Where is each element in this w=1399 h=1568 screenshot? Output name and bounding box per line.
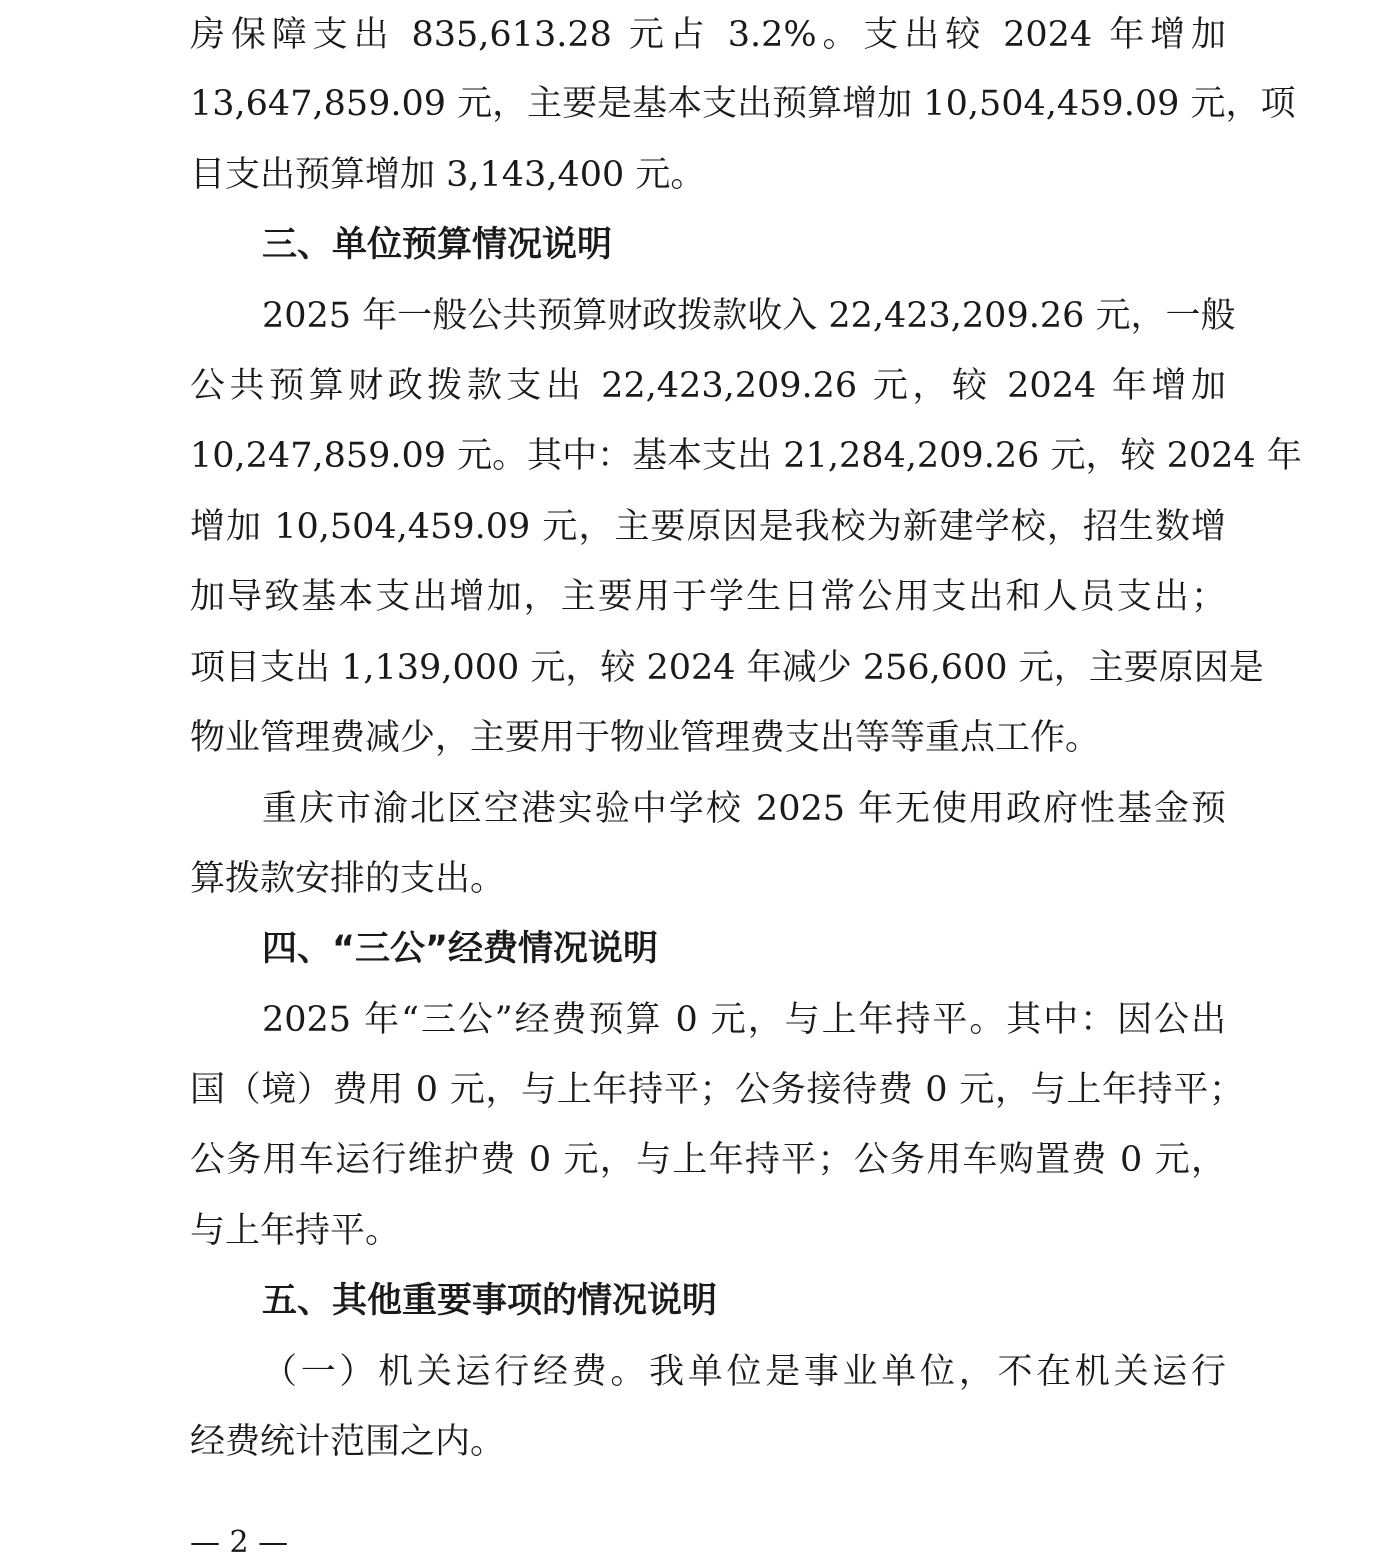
body-line: 算拨款安排的支出。: [190, 859, 506, 899]
body-line: 2025 年一般公共预算财政拨款收入 22,423,209.26 元，一般: [262, 296, 1236, 336]
body-line: 13,647,859.09 元，主要是基本支出预算增加 10,504,459.09 元，项: [190, 84, 1296, 124]
body-line: 物业管理费减少，主要用于物业管理费支出等等重点工作。: [190, 718, 1101, 758]
body-line: 项目支出 1,139,000 元，较 2024 年减少 256,600 元，主要原因是: [190, 648, 1264, 688]
body-line: 重庆市渝北区空港实验中学校 2025 年无使用政府性基金预: [262, 789, 1226, 829]
body-line: 增加 10,504,459.09 元，主要原因是我校为新建学校，招生数增: [190, 507, 1226, 547]
section-heading-4: 四、“三公”经费情况说明: [262, 929, 659, 969]
body-line: 目支出预算增加 3,143,400 元。: [190, 155, 706, 195]
body-line: 公务用车运行维护费 0 元，与上年持平；公务用车购置费 0 元，: [190, 1140, 1226, 1180]
body-line: 与上年持平。: [190, 1211, 401, 1251]
section-heading-3: 三、单位预算情况说明: [262, 225, 613, 265]
body-line: 加导致基本支出增加，主要用于学生日常公用支出和人员支出；: [190, 577, 1226, 617]
body-line: 经费统计范围之内。: [190, 1422, 506, 1462]
body-line: 10,247,859.09 元。其中：基本支出 21,284,209.26 元，较 2024 年: [190, 436, 1302, 476]
page-number: — 2 —: [190, 1525, 289, 1560]
body-line: （一）机关运行经费。我单位是事业单位，不在机关运行: [262, 1352, 1226, 1392]
body-line: 房保障支出 835,613.28 元占 3.2%。支出较 2024 年增加: [190, 15, 1226, 55]
body-line: 国（境）费用 0 元，与上年持平；公务接待费 0 元，与上年持平；: [190, 1070, 1244, 1110]
section-heading-5: 五、其他重要事项的情况说明: [262, 1281, 718, 1321]
body-line: 公共预算财政拨款支出 22,423,209.26 元，较 2024 年增加: [190, 366, 1226, 406]
body-line: 2025 年“三公”经费预算 0 元，与上年持平。其中：因公出: [262, 1000, 1226, 1040]
